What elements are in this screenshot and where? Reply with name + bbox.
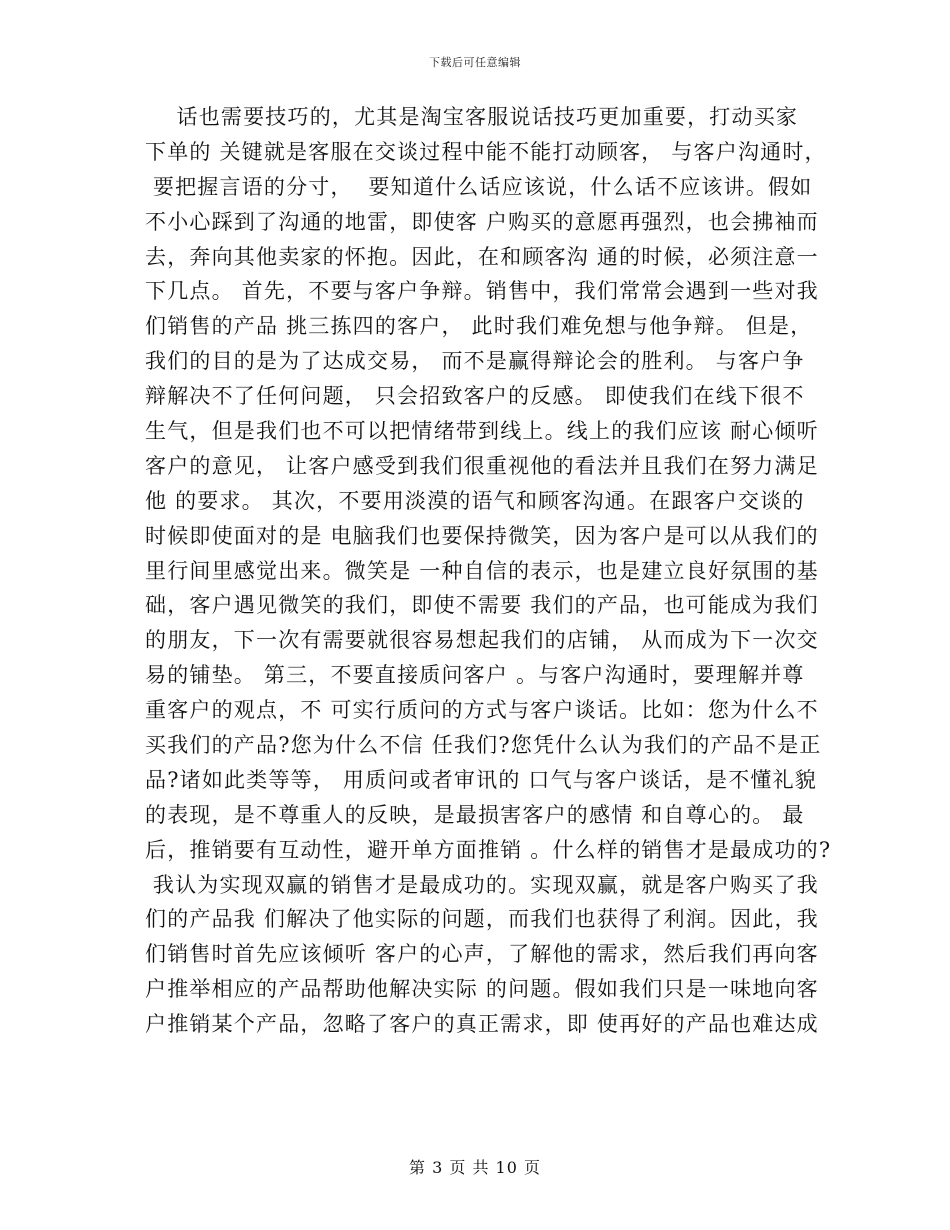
text-line: 础，客户遇见微笑的我们，即使不需要 我们的产品，也可能成为我们 (145, 593, 819, 618)
text-line: 我认为实现双赢的销售才是最成功的。实现双赢，就是客户购买了我 (145, 872, 819, 897)
text-line: 的朋友，下一次有需要就很容易想起我们的店铺， 从而成为下一次交 (145, 628, 819, 653)
text-line: 去，奔向其他卖家的怀抱。因此，在和顾客沟 通的时候，必须注意一 (145, 244, 819, 269)
text-line: 我们的目的是为了达成交易， 而不是赢得辩论会的胜利。 与客户争 (145, 349, 805, 374)
text-line: 品?诸如此类等等， 用质问或者审讯的 口气与客户谈话，是不懂礼貌 (145, 767, 818, 792)
body-text (145, 100, 835, 1042)
text-line: 话也需要技巧的，尤其是淘宝客服说话技巧更加重要，打动买家 (145, 105, 799, 129)
text-line: 下单的 关键就是客服在交谈过程中能不能打动顾客， 与客户沟通时， (145, 139, 827, 164)
text-line: 里行间里感觉出来。微笑是 一种自信的表示，也是建立良好氛围的基 (145, 558, 819, 583)
text-line: 户推销某个产品，忽略了客户的真正需求，即 使再好的产品也难达成 (145, 1012, 819, 1037)
text-line: 买我们的产品?您为什么不信 任我们?您凭什么认为我们的产品不是正 (145, 733, 822, 758)
page-number: 第 3 页 共 10 页 (409, 1158, 541, 1177)
page-header: 下载后可任意编辑 (429, 56, 521, 69)
text-line: 们的产品我 们解决了他实际的问题，而我们也获得了利润。因此，我 (145, 907, 819, 932)
text-line: 重客户的观点，不 可实行质问的方式与客户谈话。比如：您为什么不 (145, 698, 819, 723)
text-line: 的表现，是不尊重人的反映，是最损害客户的感情 和自尊心的。 最 (145, 802, 805, 827)
text-line: 们销售的产品 挑三拣四的客户， 此时我们难免想与他争辩。 但是， (145, 314, 813, 339)
text-line: 不小心踩到了沟通的地雷，即使客 户购买的意愿再强烈，也会拂袖而 (145, 209, 819, 234)
text-line: 客户的意见， 让客户感受到我们很重视他的看法并且我们在努力满足 (145, 453, 819, 478)
text-line: 他 的要求。 其次，不要用淡漠的语气和顾客沟通。在跟客户交谈的 (145, 488, 805, 513)
text-line: 时候即使面对的是 电脑我们也要保持微笑，因为客户是可以从我们的 (145, 523, 819, 548)
text-line: 要把握言语的分寸， 要知道什么话应该说，什么话不应该讲。假如 (145, 174, 813, 199)
text-line: 们销售时首先应该倾听 客户的心声，了解他的需求，然后我们再向客 (145, 942, 819, 967)
text-line: 辩解决不了任何问题， 只会招致客户的反感。 即使我们在线下很不 (145, 384, 805, 409)
text-line: 后，推销要有互动性，避开单方面推销 。什么样的销售才是最成功的? (145, 837, 832, 862)
text-line: 易的铺垫。 第三，不要直接质问客户 。与客户沟通时，要理解并尊 (145, 663, 805, 688)
text-line: 下几点。 首先，不要与客户争辩。销售中，我们常常会遇到一些对我 (145, 279, 819, 304)
text-line: 户推举相应的产品帮助他解决实际 的问题。假如我们只是一味地向客 (145, 977, 819, 1002)
text-line: 生气，但是我们也不可以把情绪带到线上。线上的我们应该 耐心倾听 (145, 419, 819, 444)
